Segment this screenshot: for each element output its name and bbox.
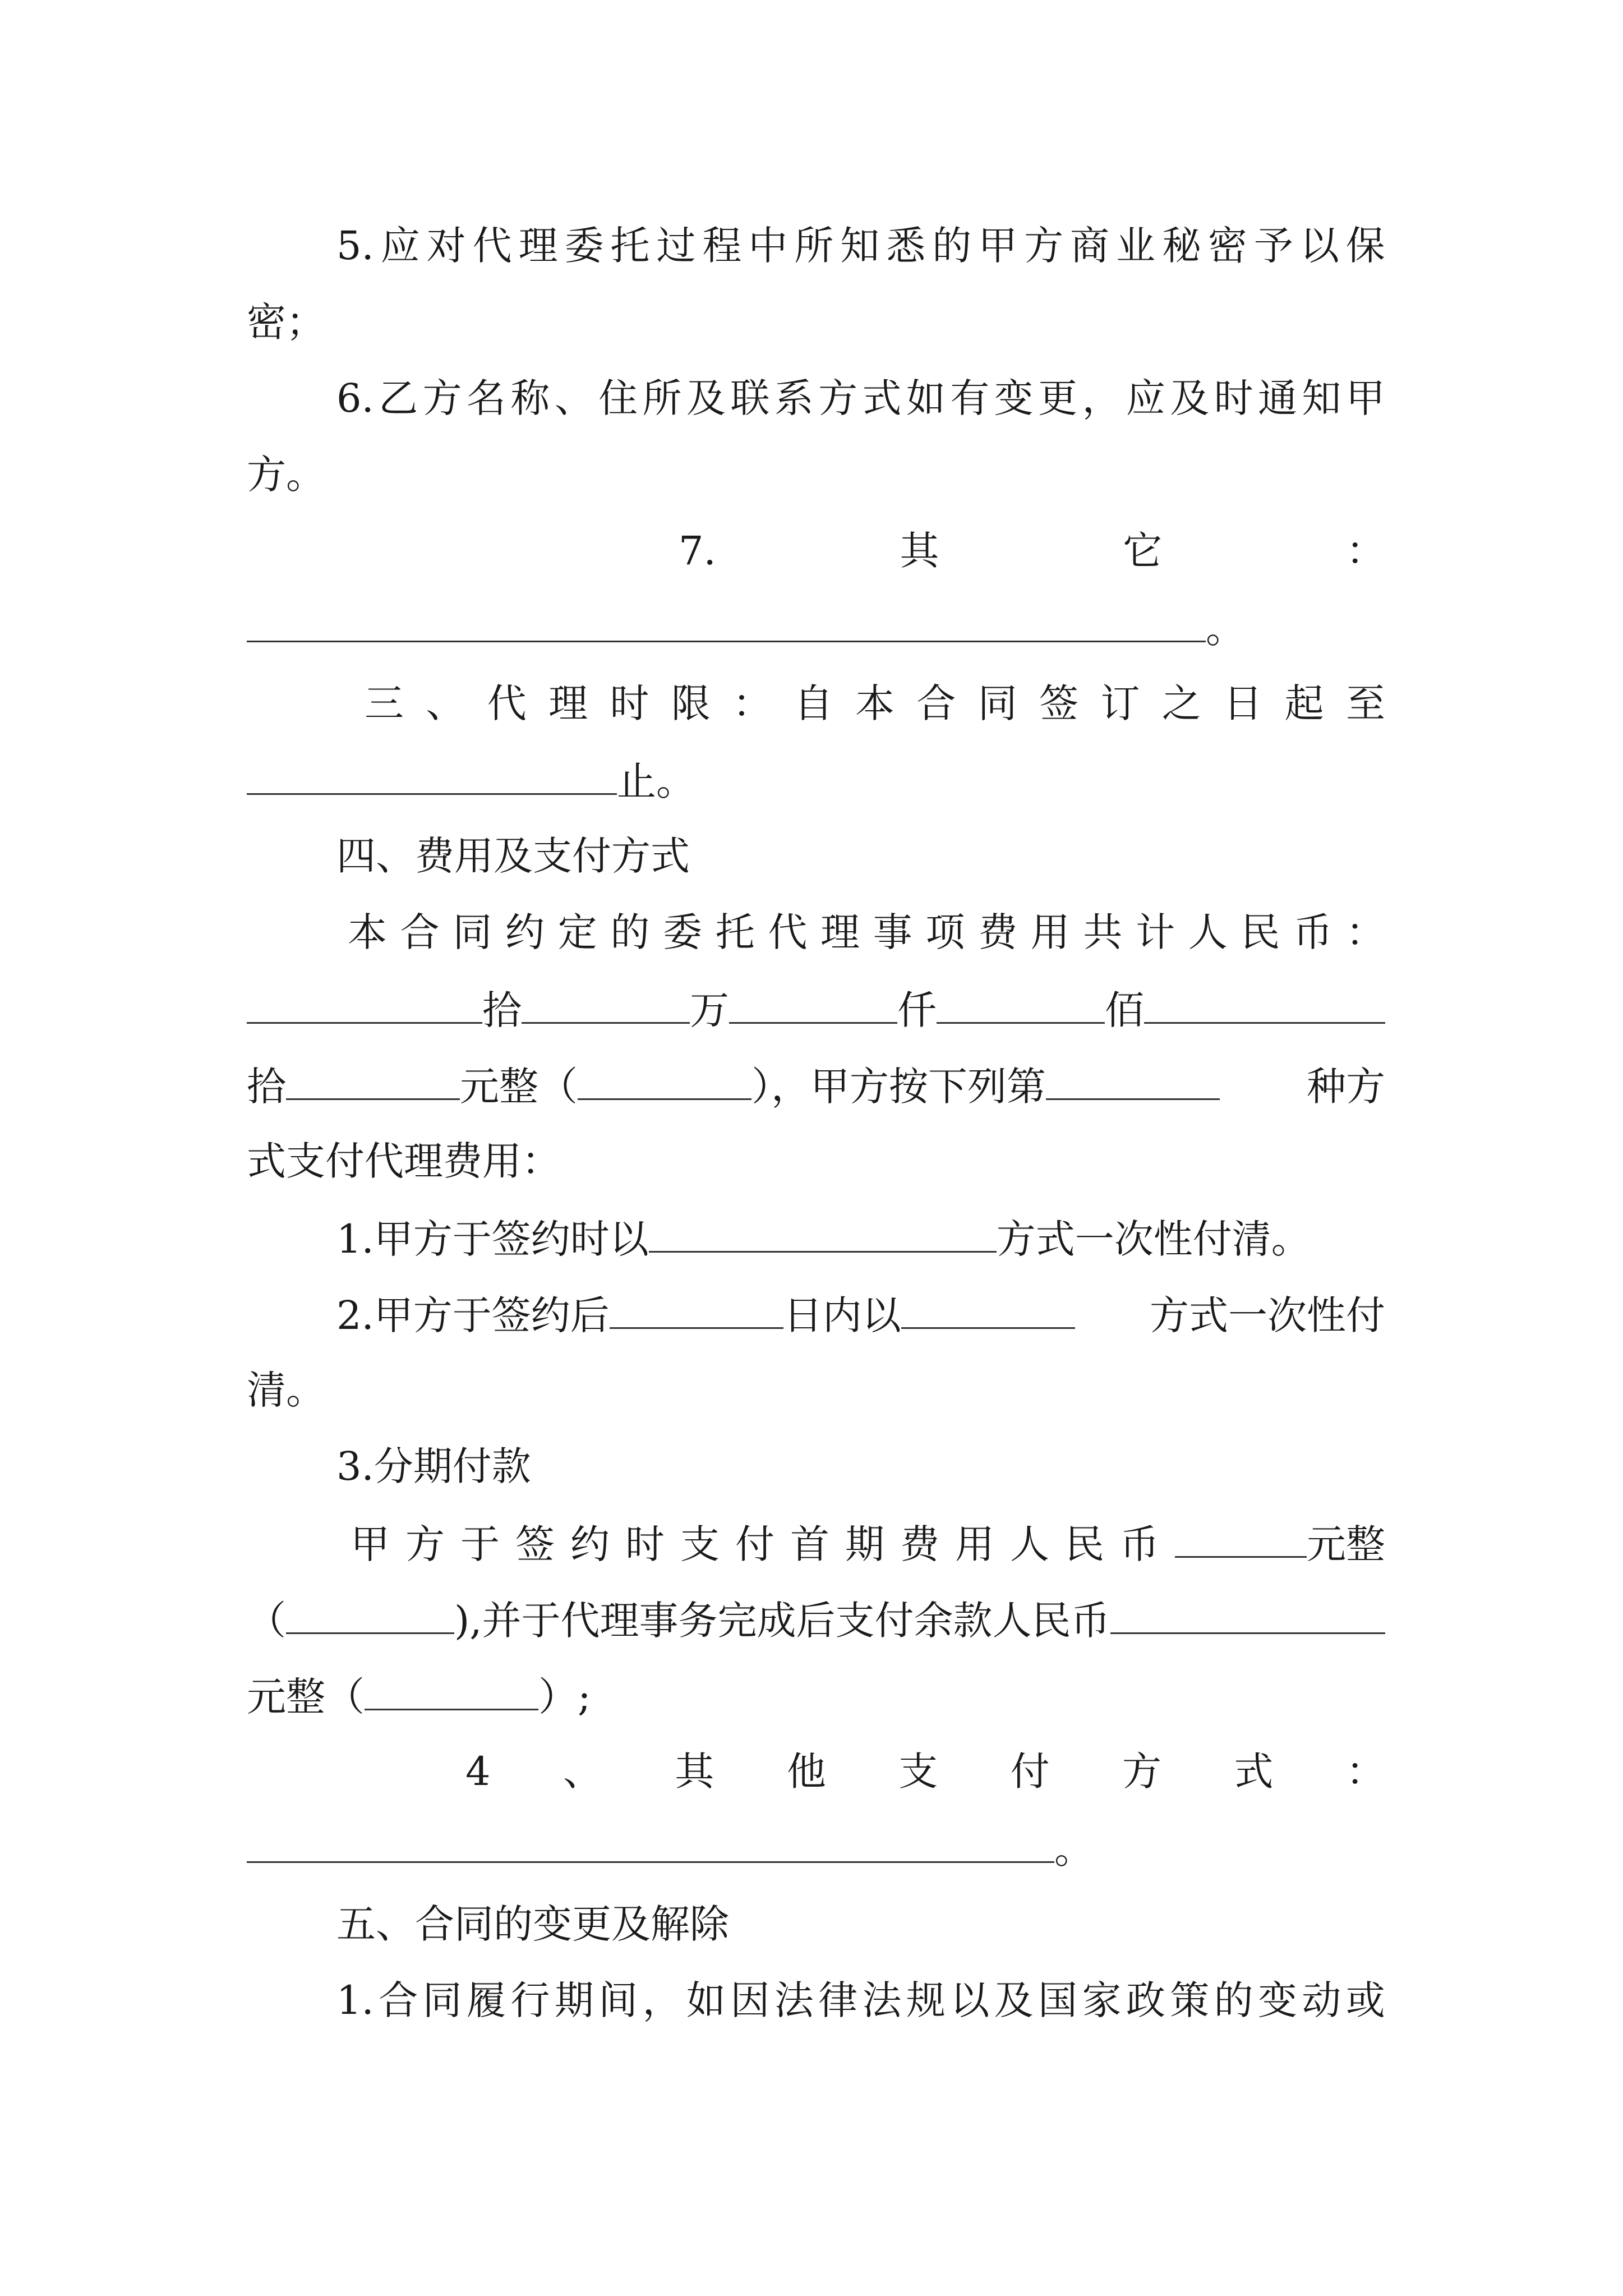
text-char: 理 xyxy=(518,223,558,269)
text-char: 乙 xyxy=(379,375,418,421)
text-char: 式 xyxy=(862,375,902,421)
clause-6-line2: 方。 xyxy=(247,452,325,498)
text-char: ： xyxy=(732,680,772,726)
text-char: 知 xyxy=(1302,375,1341,421)
text-char: 法 xyxy=(774,1977,814,2023)
text-char: 委 xyxy=(564,223,604,269)
text-char: 变 xyxy=(1258,1977,1297,2023)
text-char: 所 xyxy=(642,375,682,421)
payment-option-suffix: 种方 xyxy=(1307,1064,1385,1110)
text-char: 订 xyxy=(1100,680,1140,726)
payment-option-2 xyxy=(336,1287,1385,1341)
text-char: 人 xyxy=(1188,909,1228,955)
text-char: 6. xyxy=(336,375,374,421)
text-char: 代 xyxy=(768,909,808,955)
text-char: 之 xyxy=(1161,680,1201,726)
text-char: 及 xyxy=(994,1977,1034,2023)
unit-label: 佰 xyxy=(1105,987,1144,1033)
text-char: 币 xyxy=(1293,909,1333,955)
text-char: 行 xyxy=(510,1977,550,2023)
text-char: 至 xyxy=(1346,680,1385,726)
text-char: 共 xyxy=(1083,909,1123,955)
section-3-agency-term-line1 xyxy=(365,677,1385,730)
fee-amount-line2 xyxy=(247,1058,1385,1112)
paren: ）; xyxy=(538,1674,591,1720)
text-char: 间 xyxy=(598,1977,638,2023)
text-char: 家 xyxy=(1082,1977,1122,2023)
installment-text: ),并于代理事务完成后支付余款人民币 xyxy=(454,1598,1110,1644)
text-token: 4 xyxy=(465,1749,491,1795)
punctuation: 止。 xyxy=(617,758,695,804)
text-char: 以 xyxy=(950,1977,990,2023)
text-char: 日 xyxy=(1223,680,1263,726)
installment-line3 xyxy=(247,1668,1385,1722)
days-blank[interactable] xyxy=(610,1287,783,1329)
text-char: 密 xyxy=(1207,223,1247,269)
text-token: 其 xyxy=(675,1749,714,1795)
text-char: 定 xyxy=(557,909,597,955)
text-char: 理 xyxy=(548,680,588,726)
text-char: 因 xyxy=(730,1977,770,2023)
payment-option-4 xyxy=(465,1745,1385,1798)
text-char: 称 xyxy=(510,375,550,421)
text-char: 同 xyxy=(453,909,492,955)
text-char: 业 xyxy=(1116,223,1155,269)
text-char: 用 xyxy=(1030,909,1070,955)
text-char: 应 xyxy=(380,223,420,269)
text-char: 的 xyxy=(1214,1977,1253,2023)
text-char: 名 xyxy=(466,375,506,421)
text-char: 通 xyxy=(1258,375,1297,421)
unit-label: 万 xyxy=(690,987,729,1033)
text-char: 及 xyxy=(686,375,726,421)
option-text: 方式一次性付 xyxy=(1150,1292,1385,1338)
text-char: 费 xyxy=(978,909,1018,955)
text-char: 秘 xyxy=(1161,223,1201,269)
punctuation: 。 xyxy=(1054,1826,1094,1872)
text-char: 商 xyxy=(1070,223,1110,269)
text-char: 悉 xyxy=(886,223,926,269)
first-payment-blank[interactable] xyxy=(1175,1516,1307,1558)
clause-7-other-line xyxy=(679,524,1385,578)
text-char: 计 xyxy=(1136,909,1175,955)
text-token: 他 xyxy=(786,1749,826,1795)
text-token: 方 xyxy=(1122,1749,1162,1795)
text-char: 同 xyxy=(978,680,1017,726)
clause-6-line1 xyxy=(336,371,1385,425)
payment-option-label: ），甲方按下列第 xyxy=(751,1064,1046,1110)
text-char: ， xyxy=(642,1977,682,2023)
text-char: 代 xyxy=(472,223,512,269)
text-token: ： xyxy=(1346,528,1385,574)
text-char: 理 xyxy=(820,909,860,955)
text-char: 法 xyxy=(862,1977,902,2023)
unit-label: 元整（ xyxy=(460,1064,578,1110)
paren: （ xyxy=(247,1598,286,1644)
text-char: 的 xyxy=(932,223,972,269)
clause-5-line1 xyxy=(336,219,1385,273)
text-char: 方 xyxy=(422,375,462,421)
yuan-blank[interactable] xyxy=(286,1058,460,1100)
text-char: 住 xyxy=(598,375,638,421)
text-char: 程 xyxy=(702,223,742,269)
balance-figure-blank[interactable] xyxy=(365,1668,538,1710)
fee-total-line xyxy=(348,905,1385,959)
text-char: 或 xyxy=(1345,1977,1385,2023)
text-char: 更 xyxy=(1038,375,1078,421)
text-char: 所 xyxy=(794,223,834,269)
text-char: 以 xyxy=(1299,223,1339,269)
payment-method-blank[interactable] xyxy=(649,1211,997,1253)
clause-5-line2: 密； xyxy=(247,299,325,345)
option-text: 1.甲方于签约时以 xyxy=(336,1216,649,1262)
text-char: 合 xyxy=(400,909,440,955)
text-char: 合 xyxy=(916,680,956,726)
text-token: 支 xyxy=(898,1749,938,1795)
text-char: 约 xyxy=(505,909,545,955)
thousand-blank[interactable] xyxy=(729,982,897,1024)
option-text: 日内以 xyxy=(783,1292,901,1338)
text-char: 知 xyxy=(840,223,880,269)
text-char: 托 xyxy=(715,909,755,955)
payment-option-1 xyxy=(336,1211,1419,1264)
text-char: 变 xyxy=(994,375,1034,421)
fee-amount-line xyxy=(247,982,1385,1036)
text-char: 同 xyxy=(422,1977,462,2023)
text-char: ， xyxy=(1082,375,1122,421)
text-token: 它 xyxy=(1123,528,1163,574)
text-char: 、 xyxy=(426,680,465,726)
text-char: 项 xyxy=(925,909,965,955)
unit-label: 仟 xyxy=(897,987,937,1033)
text-char: 本 xyxy=(855,680,895,726)
text-char: 政 xyxy=(1126,1977,1165,2023)
text-char: 方 xyxy=(818,375,858,421)
text-char: 履 xyxy=(466,1977,506,2023)
fill-blank[interactable] xyxy=(247,600,1206,642)
text-char: 律 xyxy=(818,1977,858,2023)
payment-option-blank[interactable] xyxy=(1046,1058,1220,1100)
text-char: 5. xyxy=(336,223,374,269)
text-char: 如 xyxy=(906,375,946,421)
option-text: 方式一次性付清。 xyxy=(996,1216,1311,1262)
text-char: 的 xyxy=(610,909,650,955)
text-char: 委 xyxy=(663,909,703,955)
text-char: 自 xyxy=(794,680,833,726)
text-token: 其 xyxy=(900,528,939,574)
payment-option-4-blank-line xyxy=(247,1821,1385,1875)
text-char: 有 xyxy=(950,375,990,421)
hundred-blank[interactable] xyxy=(937,982,1105,1024)
text-char: 托 xyxy=(610,223,650,269)
text-char: 保 xyxy=(1345,223,1385,269)
text-char: 方 xyxy=(1024,223,1064,269)
text-char: 期 xyxy=(554,1977,594,2023)
text-char: ： xyxy=(1345,909,1385,955)
unit-label: 拾 xyxy=(247,1064,286,1110)
text-char: 系 xyxy=(774,375,814,421)
first-payment-figure-blank[interactable] xyxy=(286,1592,454,1634)
text-char: 联 xyxy=(730,375,770,421)
text-char: 予 xyxy=(1253,223,1293,269)
amount-figure-blank[interactable] xyxy=(578,1058,751,1100)
installment-text: 元整 xyxy=(1307,1521,1385,1567)
section-5-clause-1 xyxy=(336,1973,1385,2027)
option-text: 2.甲方于签约后 xyxy=(336,1292,610,1338)
text-char: 时 xyxy=(1214,375,1253,421)
text-char: 应 xyxy=(1126,375,1165,421)
section-3-agency-term-line2 xyxy=(247,753,1385,807)
text-char: 国 xyxy=(1038,1977,1078,2023)
text-char: 甲 xyxy=(978,223,1018,269)
text-char: 过 xyxy=(656,223,696,269)
text-char: 民 xyxy=(1241,909,1280,955)
installment-text: 元整（ xyxy=(247,1674,365,1720)
text-char: 动 xyxy=(1302,1977,1341,2023)
other-method-blank[interactable] xyxy=(247,1821,1054,1863)
text-char: 本 xyxy=(348,909,387,955)
clause-7-blank-line xyxy=(247,600,1385,654)
text-token: ： xyxy=(1345,1749,1385,1795)
end-date-blank[interactable] xyxy=(247,753,617,795)
installment-line1 xyxy=(351,1516,1385,1570)
payment-intro: 式支付代理费用： xyxy=(247,1138,561,1184)
section-5-heading: 五、合同的变更及解除 xyxy=(336,1901,729,1947)
text-token: 式 xyxy=(1234,1749,1274,1795)
text-char: 如 xyxy=(686,1977,726,2023)
text-char: 规 xyxy=(906,1977,946,2023)
text-char: 对 xyxy=(426,223,466,269)
hundred-thousand-blank[interactable] xyxy=(247,982,482,1024)
text-char: 策 xyxy=(1170,1977,1210,2023)
text-token: 、 xyxy=(562,1749,602,1795)
payment-option-3: 3.分期付款 xyxy=(336,1443,531,1489)
text-char: 中 xyxy=(748,223,788,269)
text-char: 签 xyxy=(1039,680,1079,726)
ten-thousand-blank[interactable] xyxy=(522,982,690,1024)
text-token: 付 xyxy=(1010,1749,1050,1795)
ten-blank[interactable] xyxy=(1144,982,1385,1024)
text-char: 代 xyxy=(487,680,527,726)
text-char: 时 xyxy=(610,680,649,726)
text-char: 起 xyxy=(1284,680,1324,726)
payment-method-blank[interactable] xyxy=(901,1287,1075,1329)
text-token: 7. xyxy=(679,528,716,574)
installment-line2 xyxy=(247,1592,1385,1646)
text-char: 三 xyxy=(365,680,404,726)
text-char: 及 xyxy=(1170,375,1210,421)
text-char: 合 xyxy=(379,1977,418,2023)
text-char: 限 xyxy=(671,680,711,726)
punctuation: 。 xyxy=(1206,606,1245,652)
section-4-heading: 四、费用及支付方式 xyxy=(336,833,690,879)
text-char: 事 xyxy=(873,909,912,955)
text-char: 1. xyxy=(336,1977,374,2023)
payment-option-2-cont: 清。 xyxy=(247,1367,325,1413)
balance-blank[interactable] xyxy=(1110,1592,1385,1634)
installment-text: 甲方于签约时支付首期费用人民币 xyxy=(351,1521,1175,1567)
text-char: 、 xyxy=(554,375,594,421)
unit-label: 拾 xyxy=(482,987,522,1033)
text-char: 甲 xyxy=(1345,375,1385,421)
